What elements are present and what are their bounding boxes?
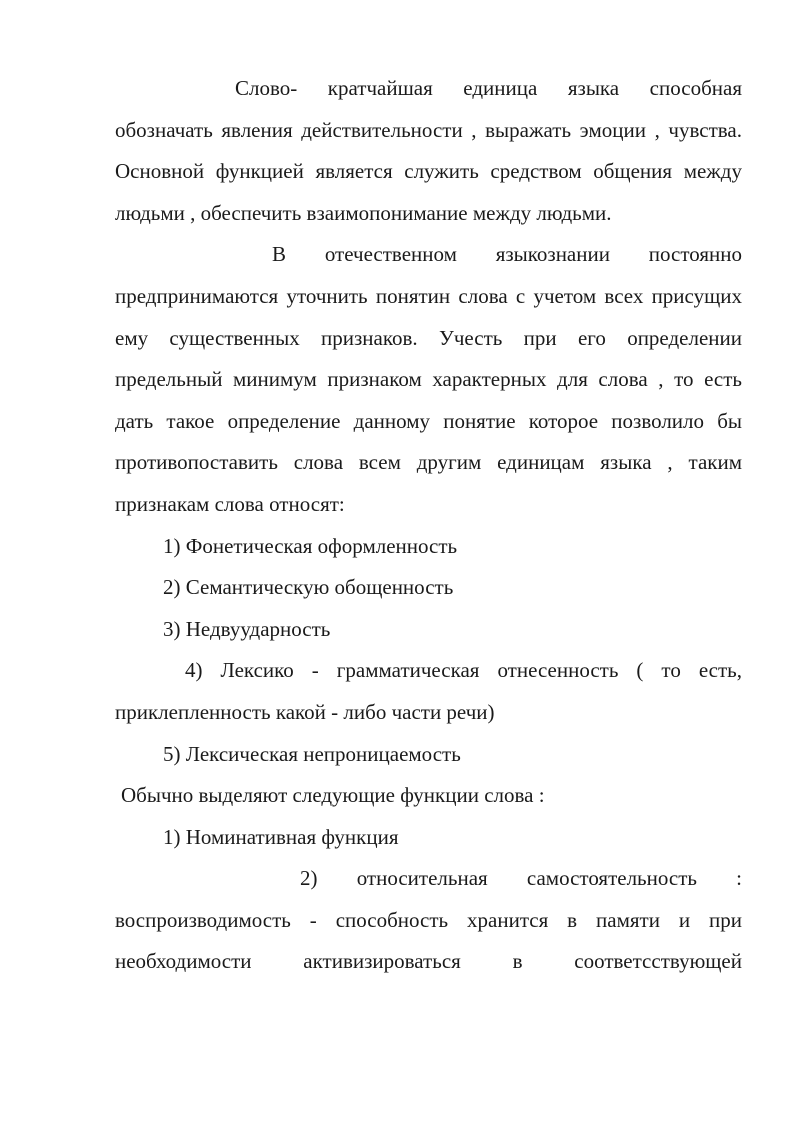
function-independence: 2) относительная самостоятельность : воспроизводимость - способность хранится в памяти и при необходимости активизироваться в соответсствующей	[115, 866, 742, 974]
function-nominative: 1) Номинативная функция	[163, 824, 399, 849]
list-item-phonetic: 1) Фонетическая оформленность	[163, 533, 458, 558]
list-item-lexico-grammatical: 4) Лексико - грамматическая отнесенность ( то есть, приклепленность какой - либо части речи)	[115, 658, 742, 724]
list-item-lexical: 5) Лексическая непроницаемость	[163, 741, 461, 766]
list-item-semantic: 2) Семантическую обощенность	[163, 575, 454, 600]
list-item-stress: 3) Недвуударность	[163, 616, 331, 641]
functions-intro: Обычно выделяют следующие функции слова :	[121, 783, 545, 808]
paragraph-word-concept: В отечественном языкознании постоянно предпринимаются уточнить понятин слова с учетом всех присущих ему существенных признаков. Учесть при его определении предельный минимум признаком характерных для слова , то есть дать такое определение данному понятие которое позволило бы противопоставить слова всем другим единицам языка , таким признакам слова относят:	[115, 242, 742, 516]
paragraph-word-definition: Слово- кратчайшая единица языка способная обозначать явления действительности , выражать эмоции , чувства. Основной функцией является служить средством общения между людьми , обеспечить взаимопонимание между людьми.	[115, 76, 742, 225]
document-page	[115, 68, 742, 983]
